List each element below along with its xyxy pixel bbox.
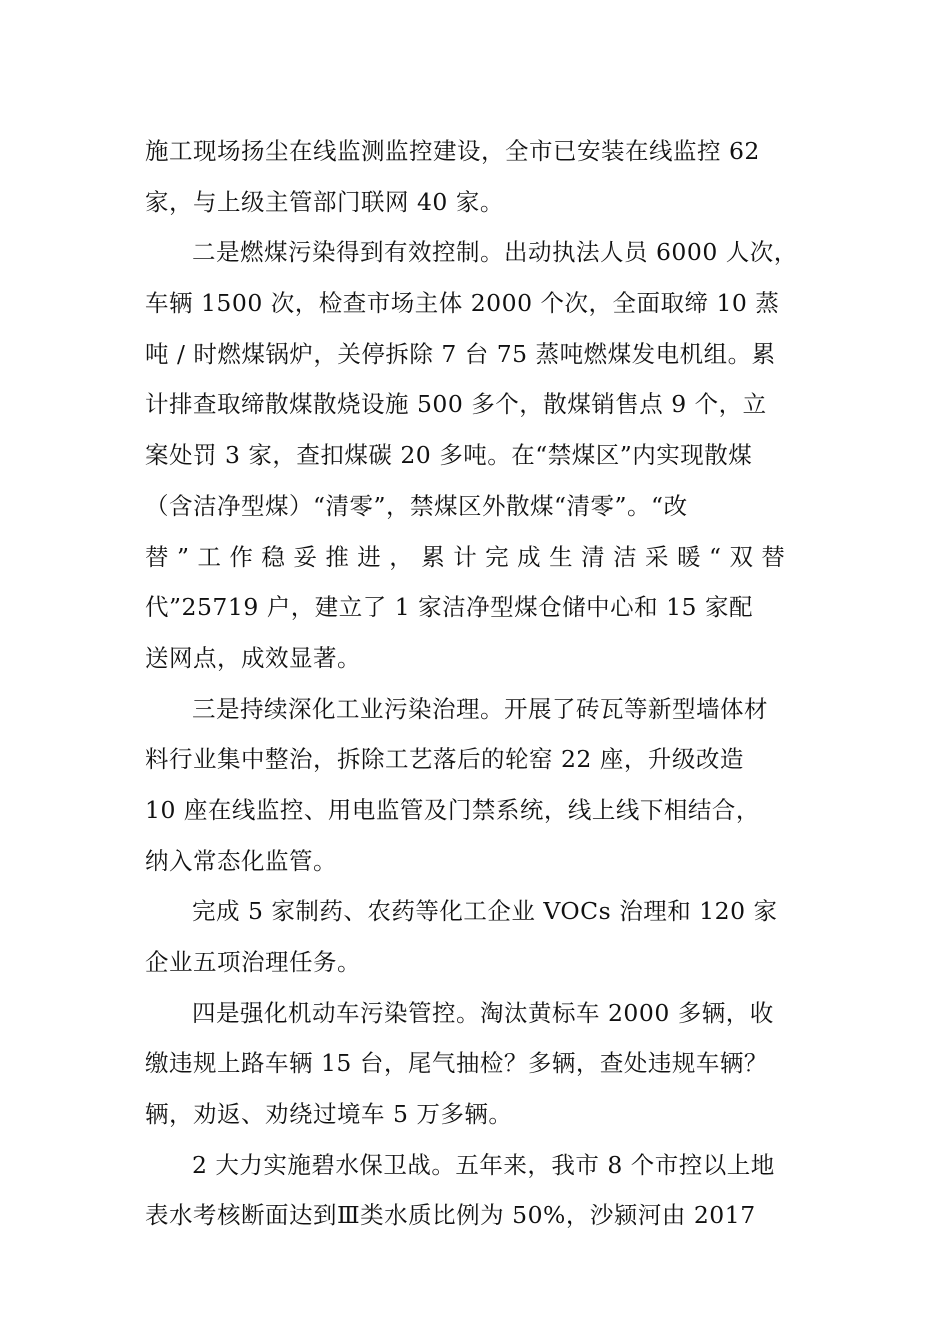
- body-text: [145, 126, 810, 1241]
- paragraph-start-line: 四是强化机动车污染管控。淘汰黄标车 2000 多辆，收: [192, 998, 774, 1027]
- text-line: 吨 / 时燃煤锅炉，关停拆除 7 台 75 蒸吨燃煤发电机组。累: [145, 339, 776, 368]
- text-line: 缴违规上路车辆 15 台，尾气抽检？多辆，查处违规车辆？: [145, 1049, 768, 1078]
- text-line: 表水考核断面达到Ⅲ类水质比例为 50%，沙颍河由 2017: [145, 1201, 756, 1230]
- text-line: 纳入常态化监管。: [145, 846, 337, 875]
- text-line: 料行业集中整治，拆除工艺落后的轮窑 22 座，升级改造: [145, 745, 744, 774]
- text-line: 企业五项治理任务。: [145, 948, 361, 976]
- paragraph-start-line: 三是持续深化工业污染治理。开展了砖瓦等新型墙体材: [192, 694, 768, 723]
- text-line: 计排查取缔散煤散烧设施 500 多个，散煤销售点 9 个，立: [145, 390, 767, 419]
- text-line: 案处罚 3 家，查扣煤碳 20 多吨。在“禁煤区”内实现散煤: [145, 441, 753, 470]
- text-line: 送网点，成效显著。: [145, 643, 361, 672]
- text-line: 替 ” 工 作 稳 妥 推 进 ， 累 计 完 成 生 清 洁 采 暖 “ 双 替: [145, 542, 786, 571]
- text-line: 家，与上级主管部门联网 40 家。: [145, 187, 504, 216]
- text-line: 10 座在线监控、用电监管及门禁系统，线上线下相结合，: [145, 795, 760, 824]
- text-line: 施工现场扬尘在线监测监控建设，全市已安装在线监控 62: [145, 137, 760, 165]
- paragraph-start-line: 完成 5 家制药、农药等化工企业 VOCs 治理和 120 家: [192, 897, 778, 926]
- text-line: 代”25719 户，建立了 1 家洁净型煤仓储中心和 15 家配: [145, 593, 753, 622]
- text-line: （含洁净型煤）“清零”，禁煤区外散煤“清零”。“改: [145, 491, 688, 520]
- text-line: 辆，劝返、劝绕过境车 5 万多辆。: [145, 1100, 513, 1129]
- paragraph-start-line: 2 大力实施碧水保卫战。五年来，我市 8 个市控以上地: [192, 1150, 775, 1179]
- text-line: 车辆 1500 次，检查市场主体 2000 个次，全面取缔 10 蒸: [145, 289, 780, 318]
- paragraph-start-line: 二是燃煤污染得到有效控制。出动执法人员 6000 人次，: [192, 238, 798, 267]
